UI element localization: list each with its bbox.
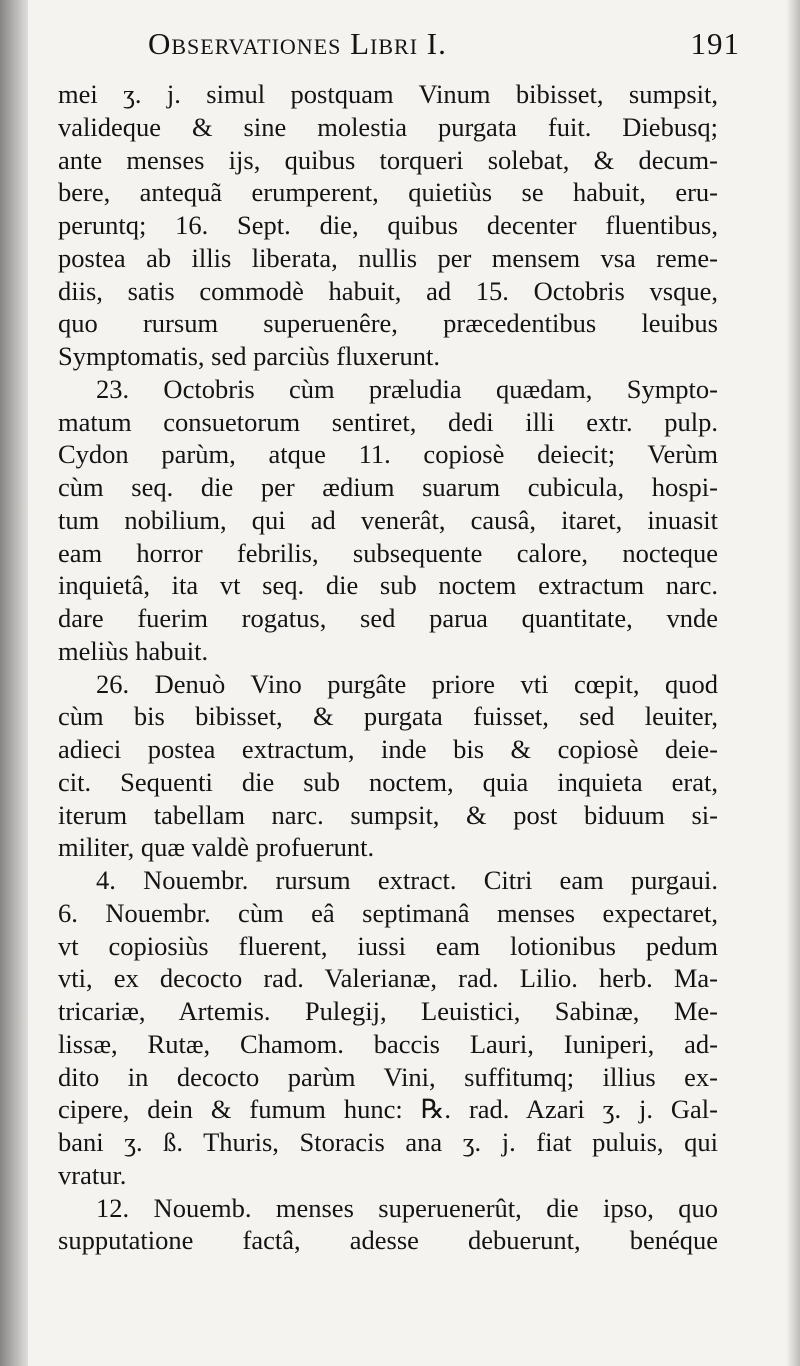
text-line: vt copiosiùs fluerent, iussi eam lotionibus pedum bbox=[58, 930, 718, 961]
text-line: matum consuetorum sentiret, dedi illi extr. pulp. bbox=[58, 406, 718, 437]
text-line: valideque & sine molestia purgata fuit. Diebusq; bbox=[58, 111, 718, 142]
text-line: dare fuerim rogatus, sed parua quantitate, vnde bbox=[58, 603, 718, 633]
text-line: bani ʒ. ß. Thuris, Storacis ana ʒ. j. fiat puluis, qui bbox=[58, 1127, 718, 1157]
text-line: Symptomatis, sed parciùs fluxerunt. bbox=[58, 341, 440, 371]
running-title: Observationes Libri I. bbox=[148, 26, 447, 61]
text-line: 12. Nouemb. menses superuenerût, die ipso, quo bbox=[96, 1192, 718, 1223]
text-line: bere, antequã erumperent, quietiùs se habuit, eru- bbox=[58, 177, 718, 208]
text-line: 23. Octobris cùm præludia quædam, Sympto- bbox=[96, 373, 718, 404]
text-line: inquietâ, ita vt seq. die sub noctem extractum narc. bbox=[58, 570, 718, 601]
body-text bbox=[58, 78, 718, 1257]
text-line: vti, ex decocto rad. Valerianæ, rad. Lilio. herb. Ma- bbox=[58, 963, 718, 994]
text-line: diis, satis commodè habuit, ad 15. Octobris vsque, bbox=[58, 275, 718, 306]
text-line: lissæ, Rutæ, Chamom. baccis Lauri, Iuniperi, ad- bbox=[58, 1028, 718, 1059]
text-line: ante menses ijs, quibus torqueri solebat, & decum- bbox=[58, 144, 718, 175]
text-line: adieci postea extractum, inde bis & copiosè deie- bbox=[58, 734, 718, 764]
text-line: cùm bis bibisset, & purgata fuisset, sed leuiter, bbox=[58, 701, 718, 732]
page-number: 191 bbox=[690, 26, 740, 61]
text-line: iterum tabellam narc. sumpsit, & post biduum si- bbox=[58, 799, 718, 830]
text-line: cit. Sequenti die sub noctem, quia inquieta erat, bbox=[58, 766, 718, 797]
text-line: 4. Nouembr. rursum extract. Citri eam purgaui. bbox=[96, 865, 718, 895]
text-line: tricariæ, Artemis. Pulegij, Leuistici, Sabinæ, Me- bbox=[58, 996, 718, 1026]
text-line: 26. Denuò Vino purgâte priore vti cœpit, quod bbox=[96, 668, 718, 699]
text-line: dito in decocto parùm Vini, suffitumq; illius ex- bbox=[58, 1061, 718, 1092]
text-line: vratur. bbox=[58, 1159, 127, 1190]
text-line: peruntq; 16. Sept. die, quibus decenter fluentibus, bbox=[58, 210, 718, 240]
text-line: supputatione factâ, adesse debuerunt, benéque bbox=[58, 1225, 718, 1256]
running-head bbox=[148, 26, 740, 66]
text-line: meliùs habuit. bbox=[58, 635, 209, 666]
text-line: cùm seq. die per ædium suarum cubicula, hospi- bbox=[58, 472, 718, 502]
text-line: cipere, dein & fumum hunc: ℞. rad. Azari ʒ. j. Gal- bbox=[58, 1094, 718, 1125]
text-line: militer, quæ valdè profuerunt. bbox=[58, 832, 375, 863]
text-line: Cydon parùm, atque 11. copiosè deiecit; Verùm bbox=[58, 439, 718, 470]
text-line: postea ab illis liberata, nullis per mensem vsa reme- bbox=[58, 242, 718, 273]
text-line: eam horror febrilis, subsequente calore, nocteque bbox=[58, 537, 718, 568]
text-line: 6. Nouembr. cùm eâ septimanâ menses expectaret, bbox=[58, 897, 718, 928]
text-line: tum nobilium, qui ad venerât, causâ, itaret, inuasit bbox=[58, 504, 718, 535]
text-line: mei ʒ. j. simul postquam Vinum bibisset, sumpsit, bbox=[58, 79, 718, 109]
text-line: quo rursum superuenêre, præcedentibus leuibus bbox=[58, 308, 718, 339]
